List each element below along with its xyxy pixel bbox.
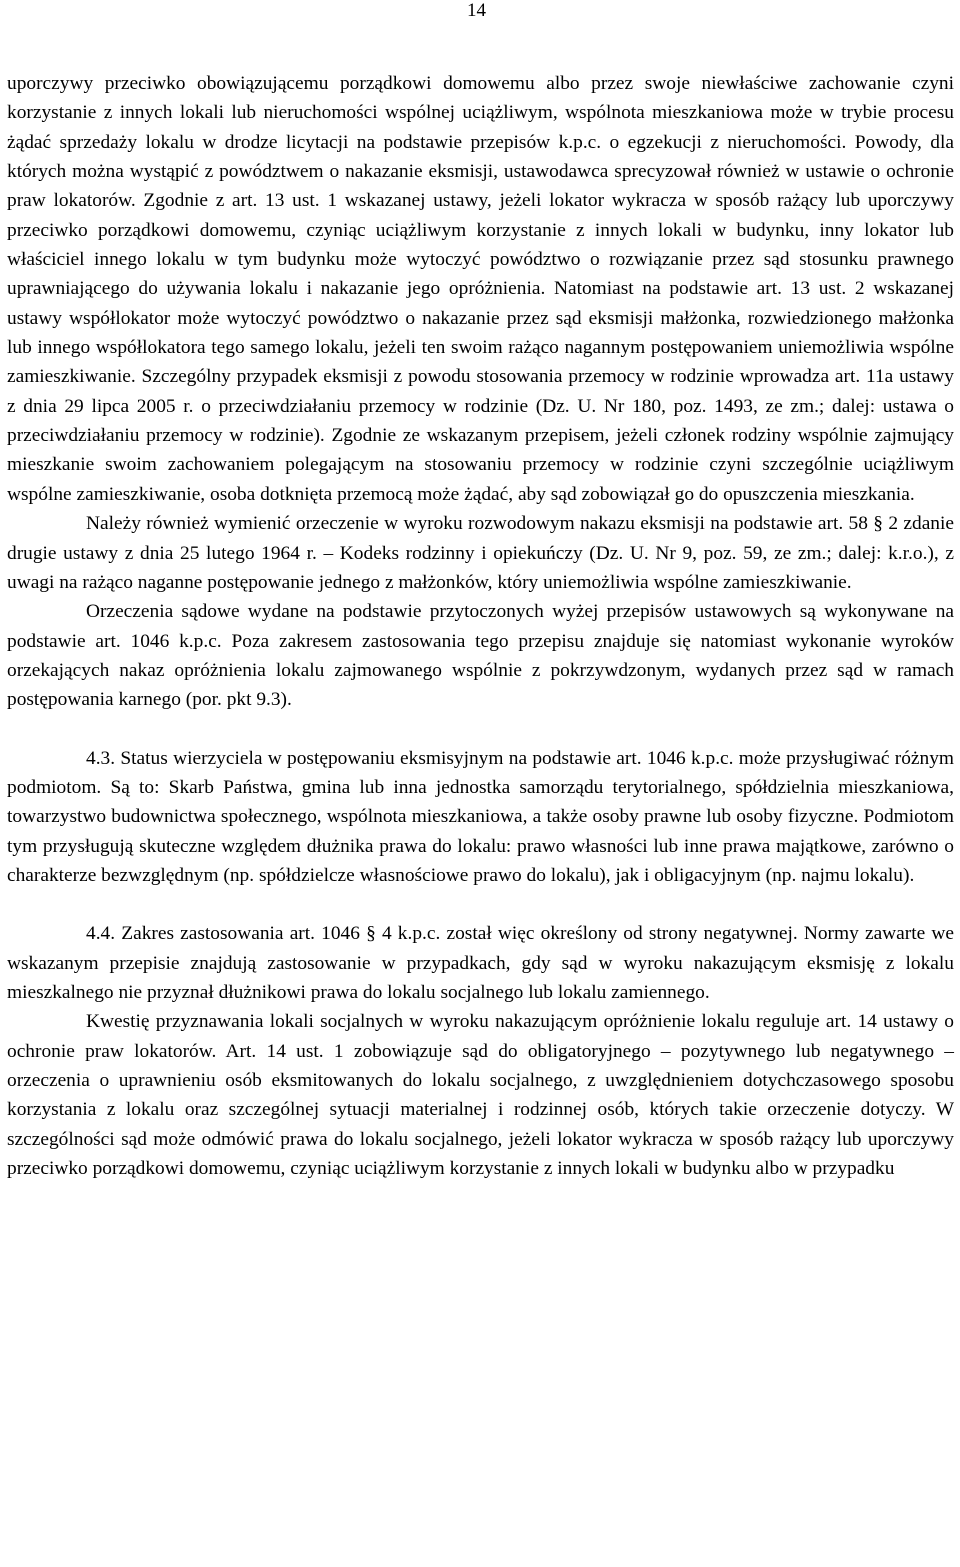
paragraph-section-4-4: 4.4. Zakres zastosowania art. 1046 § 4 k.p.c. został więc określony od strony negatywnej. Normy zawarte we wskazanym przepisie znajdują zastosowanie w przypadkach, gdy sąd w wyroku nakazującym eksmisję z lokalu mieszkalnego nie przyznał dłużnikowi prawa do lokalu socjalnego lub lokalu zamiennego.: [7, 923, 954, 1003]
paragraph-court-rulings: Orzeczenia sądowe wydane na podstawie przytoczonych wyżej przepisów ustawowych są wykonywane na podstawie art. 1046 k.p.c. Poza zakresem zastosowania tego przepisu znajduje się natomiast wykonanie wyroków orzekających nakaz opróżnienia lokalu zajmowanego wspólnie z pokrzywdzonym, wydanych przez sąd w ramach postępowania karnego (por. pkt 9.3).: [7, 601, 954, 711]
page-number: 14: [467, 0, 486, 21]
paragraph-social-housing: Kwestię przyznawania lokali socjalnych w wyroku nakazującym opróżnienie lokalu reguluje art. 14 ustawy o ochronie praw lokatorów. Art. 14 ust. 1 zobowiązuje sąd do obligatoryjnego – pozytywnego lub negatywnego – orzeczenia o uprawnieniu osób eksmitowanych do lokalu socjalnego, z uwzględnieniem dotychczasowego sposobu korzystania z lokalu oraz szczególnej sytuacji materialnej i rodzinnej osób, których takie orzeczenie dotyczy. W szczególności sąd może odmówić prawa do lokalu socjalnego, jeżeli lokator wykracza w sposób rażący lub uporczywy przeciwko porządkowi domowemu, czyniąc uciążliwym korzystanie z innych lokali w budynku albo w przypadku: [7, 1011, 954, 1180]
paragraph-section-4-3: 4.3. Status wierzyciela w postępowaniu eksmisyjnym na podstawie art. 1046 k.p.c. może przysługiwać różnym podmiotom. Są to: Skarb Państwa, gmina lub inna jednostka samorządu terytorialnego, spółdzielnia mieszkaniowa, towarzystwo budownictwa społecznego, wspólnota mieszkaniowa, a także osoby prawne lub osoby fizyczne. Podmiotom tym przysługują skuteczne względem dłużnika prawa do lokalu: prawo własności lub inne prawa majątkowe, zarówno o charakterze bezwzględnym (np. spółdzielcze własnościowe prawo do lokalu), jak i obligacyjnym (np. najmu lokalu).: [7, 747, 954, 886]
paragraph-divorce-eviction: Należy również wymienić orzeczenie w wyroku rozwodowym nakazu eksmisji na podstawie art. 58 § 2 zdanie drugie ustawy z dnia 25 lutego 1964 r. – Kodeks rodzinny i opiekuńczy (Dz. U. Nr 9, poz. 59, ze zm.; dalej: k.r.o.), z uwagi na rażąco naganne postępowanie jednego z małżonków, który uniemożliwia wspólne zamieszkiwanie.: [7, 513, 954, 593]
paragraph-eviction-grounds: uporczywy przeciwko obowiązującemu porządkowi domowemu albo przez swoje niewłaściwe zachowanie czyni korzystanie z innych lokali lub nieruchomości wspólnej uciążliwym, wspólnota mieszkaniowa może w trybie procesu żądać sprzedaży lokalu w drodze licytacji na podstawie przepisów k.p.c. o egzekucji z nieruchomości. Powody, dla których można wystąpić z powództwem o nakazanie eksmisji, ustawodawca sprecyzował również w ustawie o ochronie praw lokatorów. Zgodnie z art. 13 ust. 1 wskazanej ustawy, jeżeli lokator wykracza w sposób rażący lub uporczywy przeciwko porządkowi domowemu, czyniąc uciążliwym korzystanie z innych lokali w budynku, inny lokator lub właściciel innego lokalu w tym budynku może wytoczyć powództwo o rozwiązanie przez sąd stosunku prawnego uprawniającego do używania lokalu i nakazanie jego opróżnienia. Natomiast na podstawie art. 13 ust. 2 wskazanej ustawy współlokator może wytoczyć powództwo o nakazanie przez sąd eksmisji małżonka, rozwiedzionego małżonka lub innego współlokatora tego samego lokalu, jeżeli ten swoim rażąco nagannym postępowaniem uniemożliwia wspólne zamieszkiwanie. Szczególny przypadek eksmisji z powodu stosowania przemocy w rodzinie wprowadza art. 11a ustawy z dnia 29 lipca 2005 r. o przeciwdziałaniu przemocy w rodzinie (Dz. U. Nr 180, poz. 1493, ze zm.; dalej: ustawa o przeciwdziałaniu przemocy w rodzinie). Zgodnie ze wskazanym przepisem, jeżeli członek rodziny wspólnie zajmujący mieszkanie swoim zachowaniem polegającym na stosowaniu przemocy w rodzinie czyni szczególnie uciążliwym wspólne zamieszkiwanie, osoba dotknięta przemocą może żądać, aby sąd zobowiązał go do opuszczenia mieszkania.: [7, 73, 954, 505]
document-body: [7, 69, 954, 1183]
